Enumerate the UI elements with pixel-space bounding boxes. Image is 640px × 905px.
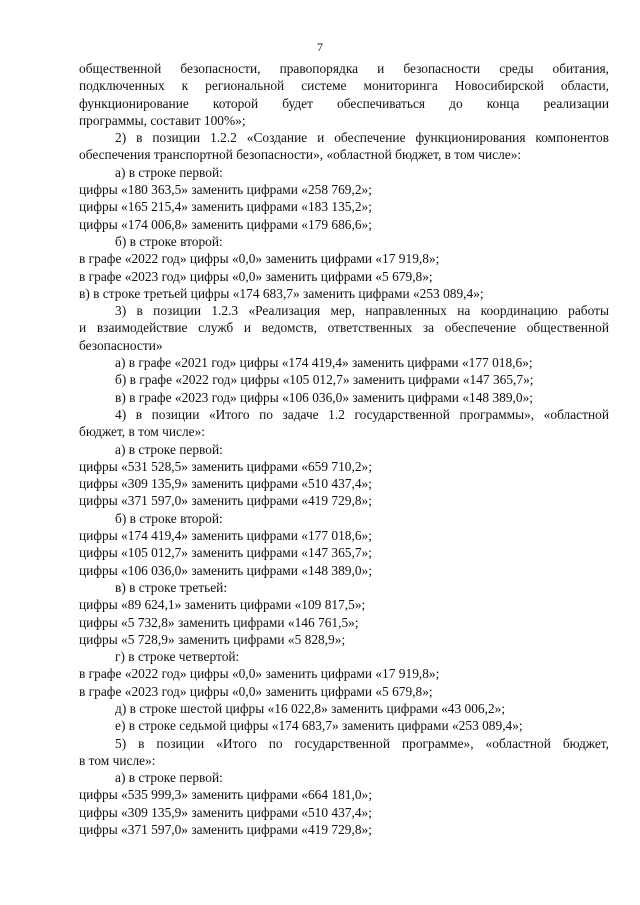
text-line: цифры «371 597,0» заменить цифрами «419 729,8»; (79, 822, 372, 838)
document-body (79, 60, 609, 838)
text-line: цифры «174 419,4» заменить цифрами «177 018,6»; (79, 528, 372, 544)
text-line: подключенных к региональной системе мониторинга Новосибирской области, (79, 78, 609, 94)
page-number: 7 (317, 40, 323, 54)
text-line: бюджет, в том числе»: (79, 424, 205, 440)
text-line: е) в строке седьмой цифры «174 683,7» заменить цифрами «253 089,4»; (115, 718, 523, 734)
text-line: цифры «89 624,1» заменить цифрами «109 817,5»; (79, 597, 366, 613)
text-line: цифры «174 006,8» заменить цифрами «179 686,6»; (79, 216, 372, 232)
text-line: цифры «309 135,9» заменить цифрами «510 437,4»; (79, 476, 372, 492)
text-line: безопасности» (79, 337, 163, 353)
text-line: в) в строке третьей: (115, 579, 228, 595)
text-line: 4) в позиции «Итого по задаче 1.2 государственной программы», «областной (115, 406, 609, 422)
text-line: цифры «105 012,7» заменить цифрами «147 365,7»; (79, 545, 372, 561)
text-line: д) в строке шестой цифры «16 022,8» заменить цифрами «43 006,2»; (115, 700, 506, 716)
text-line: цифры «309 135,9» заменить цифрами «510 437,4»; (79, 804, 372, 820)
text-line: цифры «5 728,9» заменить цифрами «5 828,9»; (79, 631, 346, 647)
text-line: а) в строке первой: (115, 770, 223, 786)
text-line: б) в графе «2022 год» цифры «105 012,7» заменить цифрами «147 365,7»; (115, 372, 534, 388)
text-line: программы, составит 100%»; (79, 112, 246, 128)
text-line: в том числе»: (79, 752, 156, 768)
text-line: и взаимодействие служб и ведомств, ответственных за обеспечение общественной (79, 320, 609, 336)
text-line: б) в строке второй: (115, 510, 223, 526)
text-line: а) в строке первой: (115, 164, 223, 180)
text-line: г) в строке четвертой: (115, 649, 240, 665)
text-line: в графе «2022 год» цифры «0,0» заменить цифрами «17 919,8»; (79, 666, 440, 682)
text-line: б) в строке второй: (115, 233, 223, 249)
text-line: цифры «371 597,0» заменить цифрами «419 729,8»; (79, 493, 372, 509)
text-line: цифры «180 363,5» заменить цифрами «258 769,2»; (79, 182, 372, 198)
text-line: цифры «5 732,8» заменить цифрами «146 761,5»; (79, 614, 359, 630)
text-line: в графе «2023 год» цифры «0,0» заменить цифрами «5 679,8»; (79, 683, 433, 699)
text-line: цифры «165 215,4» заменить цифрами «183 135,2»; (79, 199, 372, 215)
text-line: 3) в позиции 1.2.3 «Реализация мер, направленных на координацию работы (115, 303, 609, 319)
text-line: в) в строке третьей цифры «174 683,7» заменить цифрами «253 089,4»; (79, 285, 484, 301)
text-line: в графе «2022 год» цифры «0,0» заменить цифрами «17 919,8»; (79, 251, 440, 267)
text-line: цифры «531 528,5» заменить цифрами «659 710,2»; (79, 458, 372, 474)
text-line: а) в графе «2021 год» цифры «174 419,4» заменить цифрами «177 018,6»; (115, 355, 533, 371)
text-line: цифры «106 036,0» заменить цифрами «148 389,0»; (79, 562, 372, 578)
text-line: а) в строке первой: (115, 441, 223, 457)
text-line: общественной безопасности, правопорядка и безопасности среды обитания, (79, 61, 609, 76)
text-line: 5) в позиции «Итого по государственной программе», «областной бюджет, (115, 735, 609, 751)
text-line: функционирование которой будет обеспечиваться до конца реализации (79, 95, 609, 111)
text-line: в) в графе «2023 год» цифры «106 036,0» заменить цифрами «148 389,0»; (115, 389, 533, 405)
text-line: в графе «2023 год» цифры «0,0» заменить цифрами «5 679,8»; (79, 268, 433, 284)
text-line: обеспечения транспортной безопасности», «областной бюджет, в том числе»: (79, 147, 522, 163)
text-line: цифры «535 999,3» заменить цифрами «664 181,0»; (79, 787, 372, 803)
text-line: 2) в позиции 1.2.2 «Создание и обеспечение функционирования компонентов (115, 130, 609, 146)
